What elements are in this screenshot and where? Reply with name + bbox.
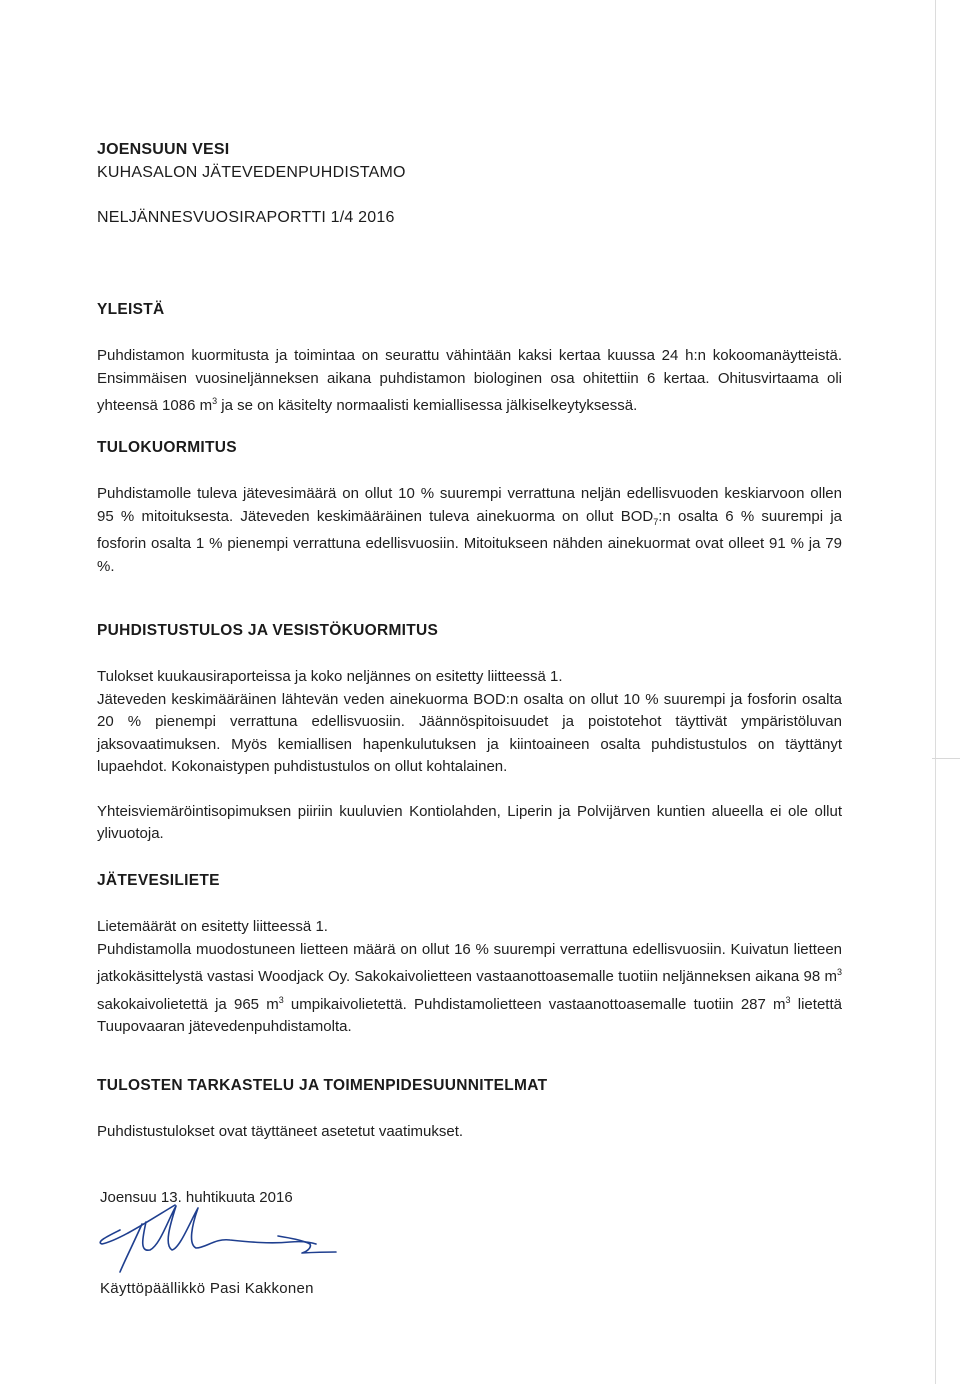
sludge-paragraph-2: Puhdistamolla muodostuneen lietteen määrä on ollut 16 % suurempi verrattuna edellisvuosiin. Kuivatun lietteen jatkokäsittelystä vastasi Woodjack Oy. Sakokaivolietteen vastaanottoasemalle tuotiin neljänneksen aikana 98 $m^3$ sakokaivolietettä ja 965 $m^3$ umpikaivolietettä. Puhdistamolietteen vastaanottoasemalle tuotiin 287 $m^3$ lietettä Tuupovaaran jätevedenpuhdistamolta. (97, 940, 842, 1035)
heading-general: YLEISTÄ (97, 301, 165, 318)
handwritten-signature (80, 1200, 340, 1280)
heading-review: TULOSTEN TARKASTELU JA TOIMENPIDESUUNNITELMAT (97, 1077, 548, 1094)
result-paragraph-1: Tulokset kuukausiraporteissa ja koko neljännes on esitetty liitteessä 1. (97, 668, 563, 685)
section-sludge-body (97, 916, 842, 1039)
signature-place-date: Joensuu 13. huhtikuuta 2016 (100, 1189, 293, 1206)
heading-result: PUHDISTUSTULOS JA VESISTÖKUORMITUS (97, 622, 439, 639)
signatory-name: Käyttöpäällikkö Pasi Kakkonen (100, 1280, 314, 1297)
heading-sludge: JÄTEVESILIETE (97, 872, 220, 889)
section-result-body (97, 666, 842, 846)
sludge-paragraph-1: Lietemäärät on esitetty liitteessä 1. (97, 918, 328, 935)
general-paragraph: Puhdistamon kuormitusta ja toimintaa on seurattu vähintään kaksi kertaa kuussa 24 h:n kokoomanäytteistä. Ensimmäisen vuosineljänneksen aikana puhdistamon biologinen osa ohitettiin 6 kertaa. Ohitusvirtaama oli yhteensä 1086 $m^3$ ja se on käsitelty normaalisti kemiallisessa jälkiselkeytyksessä. (97, 347, 842, 414)
section-review-body (97, 1121, 842, 1144)
plant-name: KUHASALON JÄTEVEDENPUHDISTAMO (97, 164, 406, 181)
section-general-body (97, 345, 842, 418)
heading-load: TULOKUORMITUS (97, 439, 237, 456)
report-title: NELJÄNNESVUOSIRAPORTTI 1/4 2016 (97, 209, 395, 226)
organization-name: JOENSUUN VESI (97, 141, 230, 158)
load-paragraph: Puhdistamolle tuleva jätevesimäärä on ollut 10 % suurempi verrattuna neljän edellisvuoden keskiarvoon ollen 95 % mitoituksesta. Jäteveden keskimääräinen tuleva ainekuorma on ollut $BOD_7:n$ osalta 6 % suurempi ja fosforin osalta 1 % pienempi verrattuna edellisvuosiin. Mitoitukseen nähden ainekuormat ovat olleet 91 % ja 79 %. (97, 485, 842, 575)
page-edge-line (935, 0, 936, 1384)
result-paragraph-3: Yhteisviemäröintisopimuksen piiriin kuuluvien Kontiolahden, Liperin ja Polvijärven kuntien alueella ei ole ollut ylivuotoja. (97, 802, 842, 842)
result-paragraph-2: Jäteveden keskimääräinen lähtevän veden ainekuorma BOD:n osalta on ollut 10 % suurempi ja fosforin osalta 20 % pienempi verrattuna edellisvuosiin. Jäännöspitoisuudet ja poistotehot täyttivät ympäristöluvan jaksovaatimuksen. Myös kemiallisen hapenkulutuksen ja kiintoaineen osalta puhdistustulos on täyttänyt lupaehdot. Kokonaistypen puhdistustulos on ollut kohtalainen. (97, 690, 842, 775)
section-load-body (97, 483, 842, 578)
page-edge-mark (932, 758, 960, 759)
review-paragraph: Puhdistustulokset ovat täyttäneet asetetut vaatimukset. (97, 1123, 464, 1140)
